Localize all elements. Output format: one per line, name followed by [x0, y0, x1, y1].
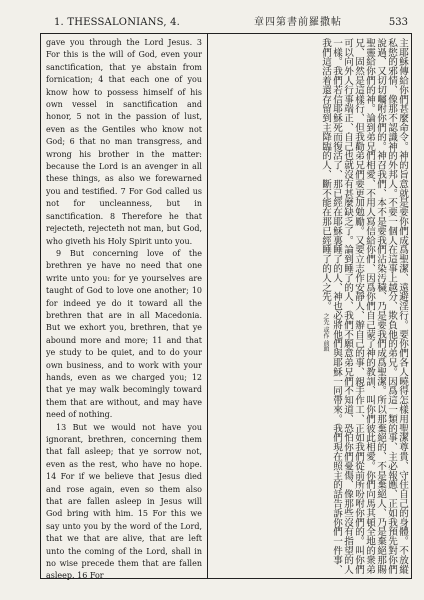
english-paragraph: 9 But concerning love of the brethren ye have no need that one write unto you: for ye yourselves are taught of God to love one another; 10 for indeed ye do it toward all the brethren that are in all Macedonia. But we exhort you, brethren, that ye abound more and more; 11 and that ye study to be quiet, and to do your own business, and to work with your hands, even as we charged you; 12 that ye may walk becomingly toward them that are without, and may have need of nothing.: [46, 248, 202, 420]
chinese-marginal-note: 之先 或作 前頭: [322, 313, 329, 352]
chinese-column: [212, 38, 408, 574]
english-paragraph: 13 But we would not have you ignorant, brethren, concerning them that fall asleep; that ye sorrow not, even as the rest, who have no hope. 14 For if we believe that Jesus died and rose again, even so them also that are fallen asleep in Jesus will God bring with him. 15 For this we say unto you by the word of the Lord, that we that are alive, that are left unto the coming of the Lord, shall in no wise precede them that are fallen asleep. 16 For: [46, 422, 202, 581]
left-border: [40, 33, 41, 578]
header-rule: [40, 33, 412, 34]
right-border: [411, 33, 412, 578]
column-divider: [207, 33, 208, 578]
page-number: 533: [388, 17, 408, 28]
chinese-text: 主耶穌傳給你們甚麼命令。神的旨意就是要你們成爲聖潔、遠避淫行。要你們各人曉得怎樣用聖潔尊貴、守住自己的身體。不放縱私慾的邪情、像那不認識神的外邦人。不要一個人在這事上越分、欺負他的弟兄。因爲這一類的事、主必報應、正如我預先對你們說過、又切切囑咐你們的。神召我們、本不是要我們沾染汚穢、乃是要我們成爲聖潔。所以那棄絕的、不是棄絕人、乃是棄絕那賜聖靈給你們的神。論到弟兄們相愛、不用人寫信給你們、因爲你們自己蒙了神的教訓、叫你們彼此相愛。你們向馬其頓全地的衆弟兄、固然是這樣行、但我勸弟兄們要更加勉勵。又要立志作安靜人、辦自己的事、親手作工、正如我們從前所吩咐你們的。叫你們可以向外人行事端正、自己也就沒有甚麼缺乏了。論到睡了的人、我們不願意弟兄們不知道、恐怕你們憂傷、像那些沒有指望的人一樣。我們若信耶穌死而復活了、那已經在耶穌裏睡了的人、神也必將他們與耶穌一同帶來。我們現在照主的話告訴你們一件事、我們這活着還存留到主降臨的人、斷不能在那已經睡了的人之先。: [320, 38, 408, 574]
english-column: [46, 37, 202, 581]
book-reference: 1. THESSALONIANS, 4.: [54, 17, 181, 28]
chinese-running-title: 章四第書前羅撒帖: [254, 17, 342, 28]
english-paragraph: gave you through the Lord Jesus. 3 For this is the will of God, even your sanctification, that ye abstain from fornication; 4 that each one of you know how to possess himself of his own vessel in sanctification and honor, 5 not in the passion of lust, even as the Gentiles who know not God; 6 that no man transgress, and wrong his brother in the matter: because the Lord is an avenger in all these things, as also we forewarned you and testified. 7 For God called us not for uncleanness, but in sanctification. 8 Therefore he that rejecteth, rejecteth not man, but God, who giveth his Holy Spirit unto you.: [46, 38, 202, 246]
page-header: [40, 14, 412, 32]
